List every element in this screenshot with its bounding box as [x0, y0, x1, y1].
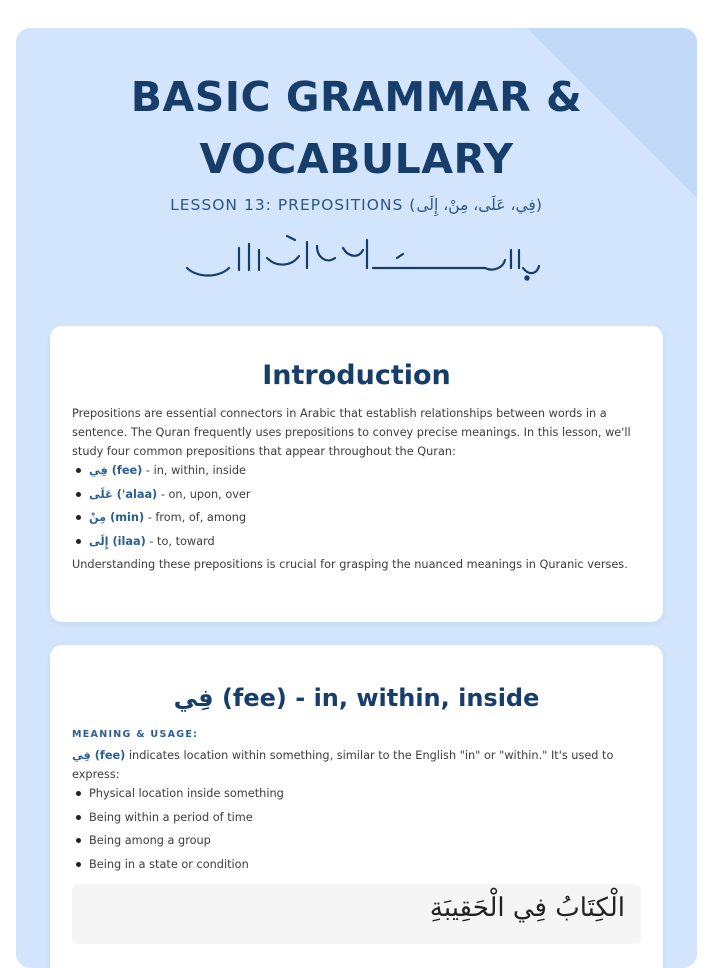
- fee-heading: فِي (fee) - in, within, inside: [173, 684, 540, 712]
- title-line-2: VOCABULARY: [199, 135, 514, 183]
- introduction-card: [50, 326, 663, 622]
- bullet-icon: [76, 862, 81, 867]
- example-sentence: الْكِتَابُ فِي الْحَقِيبَةِ: [72, 884, 641, 944]
- prepositions-list: [72, 461, 641, 555]
- list-item-meaning: - on, upon, over: [157, 487, 251, 501]
- fee-card: [50, 645, 663, 968]
- list-item: [72, 532, 641, 556]
- meaning-usage-label: MEANING & USAGE:: [72, 729, 199, 740]
- list-item-term: عَلَى ('alaa): [89, 487, 158, 501]
- list-item-meaning: - to, toward: [145, 534, 215, 548]
- basmala-graphic: [167, 228, 547, 284]
- fee-uses-list: [72, 784, 641, 878]
- fee-term: فِي (fee): [72, 749, 126, 762]
- list-item: [72, 808, 641, 832]
- introduction-closing: Understanding these prepositions is crucial for grasping the nuanced meanings in Quranic verses.: [72, 558, 628, 571]
- list-item: [72, 831, 641, 855]
- bullet-icon: [76, 492, 81, 497]
- introduction-paragraph: Prepositions are essential connectors in Arabic that establish relationships between words in a sentence. The Quran frequently uses prepositions to convey precise meanings. In this lesson, we'll study four common prepositions that appear throughout the Quran:: [72, 407, 631, 458]
- bullet-icon: [76, 791, 81, 796]
- bullet-icon: [76, 468, 81, 473]
- use-text: Being within a period of time: [89, 810, 253, 824]
- list-item: [72, 485, 641, 509]
- bullet-icon: [76, 815, 81, 820]
- list-item-term: فِي (fee): [89, 464, 143, 477]
- bullet-icon: [76, 838, 81, 843]
- list-item-term: مِنْ (min): [89, 511, 145, 524]
- list-item-term: إِلَى (ilaa): [89, 534, 146, 548]
- introduction-heading: Introduction: [262, 360, 451, 391]
- lesson-subtitle: LESSON 13: PREPOSITIONS (فِي، عَلَى، مِنْ، إِلَى): [170, 196, 543, 214]
- lesson-header: [16, 28, 697, 284]
- list-item: [72, 784, 641, 808]
- basmala-calligraphy: [16, 228, 697, 284]
- list-item: [72, 461, 641, 485]
- fee-description-text: indicates location within something, similar to the English "in" or "within." It's used to express:: [72, 749, 614, 781]
- list-item-meaning: - from, of, among: [144, 511, 247, 524]
- use-text: Physical location inside something: [89, 787, 284, 800]
- list-item: [72, 508, 641, 532]
- bullet-icon: [76, 539, 81, 544]
- list-item-meaning: - in, within, inside: [142, 464, 246, 477]
- use-text: Being in a state or condition: [89, 857, 249, 871]
- lesson-sheet: [16, 28, 697, 968]
- bullet-icon: [76, 515, 81, 520]
- list-item: [72, 855, 641, 879]
- fee-description: [72, 746, 641, 784]
- title-line-1: BASIC GRAMMAR &: [130, 73, 583, 121]
- page-title: [16, 28, 697, 190]
- use-text: Being among a group: [89, 834, 211, 847]
